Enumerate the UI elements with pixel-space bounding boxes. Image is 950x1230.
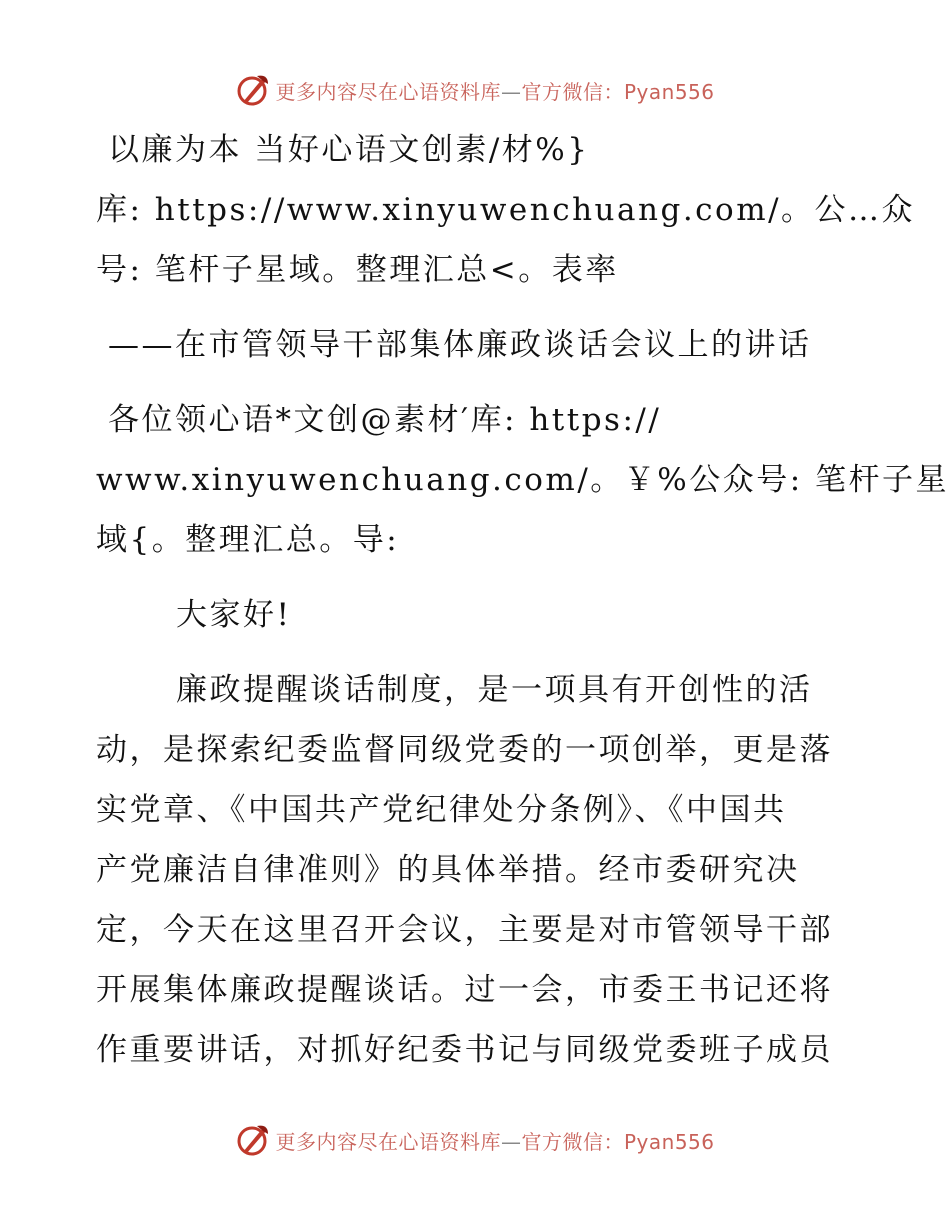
body-line: 定，今天在这里召开会议，主要是对市管领导干部 <box>96 912 833 948</box>
body-line: 产党廉洁自律准则》的具体举措。经市委研究决 <box>96 852 800 888</box>
title-line: 以廉为本 当好心语文创素/材%} <box>108 132 590 168</box>
body-line: 开展集体廉政提醒谈话。过一会，市委王书记还将 <box>96 972 833 1008</box>
subtitle: ——在市管领导干部集体廉政谈话会议上的讲话 <box>108 327 812 363</box>
quill-logo-icon <box>235 1122 271 1158</box>
quill-logo-icon <box>235 72 271 108</box>
header-banner-text: 更多内容尽在心语资料库—官方微信：Pyan556 <box>275 79 715 104</box>
salutation-line: www.xinyuwenchuang.com/。￥%公众号: 笔杆子星 <box>96 462 950 498</box>
footer-banner <box>0 1120 950 1160</box>
body-line: 作重要讲话，对抓好纪委书记与同级党委班子成员 <box>96 1032 833 1068</box>
body-line: 实党章、《中国共产党纪律处分条例》、《中国共 <box>96 792 787 828</box>
salutation-line: 各位领心语*文创@素材′库: https:// <box>108 402 662 438</box>
header-banner <box>0 70 950 110</box>
footer-banner-text: 更多内容尽在心语资料库—官方微信：Pyan556 <box>275 1129 715 1154</box>
title-line: 库: https://www.xinyuwenchuang.com/。公…众 <box>96 192 916 228</box>
salutation-line: 域{。整理汇总。导: <box>96 522 400 558</box>
greeting: 大家好! <box>176 597 292 633</box>
body-line: 动，是探索纪委监督同级党委的一项创举，更是落 <box>96 732 833 768</box>
document-body <box>96 120 950 1080</box>
body-line: 廉政提醒谈话制度，是一项具有开创性的活 <box>176 672 813 708</box>
title-line: 号: 笔杆子星域。整理汇总<。表率 <box>96 252 619 288</box>
